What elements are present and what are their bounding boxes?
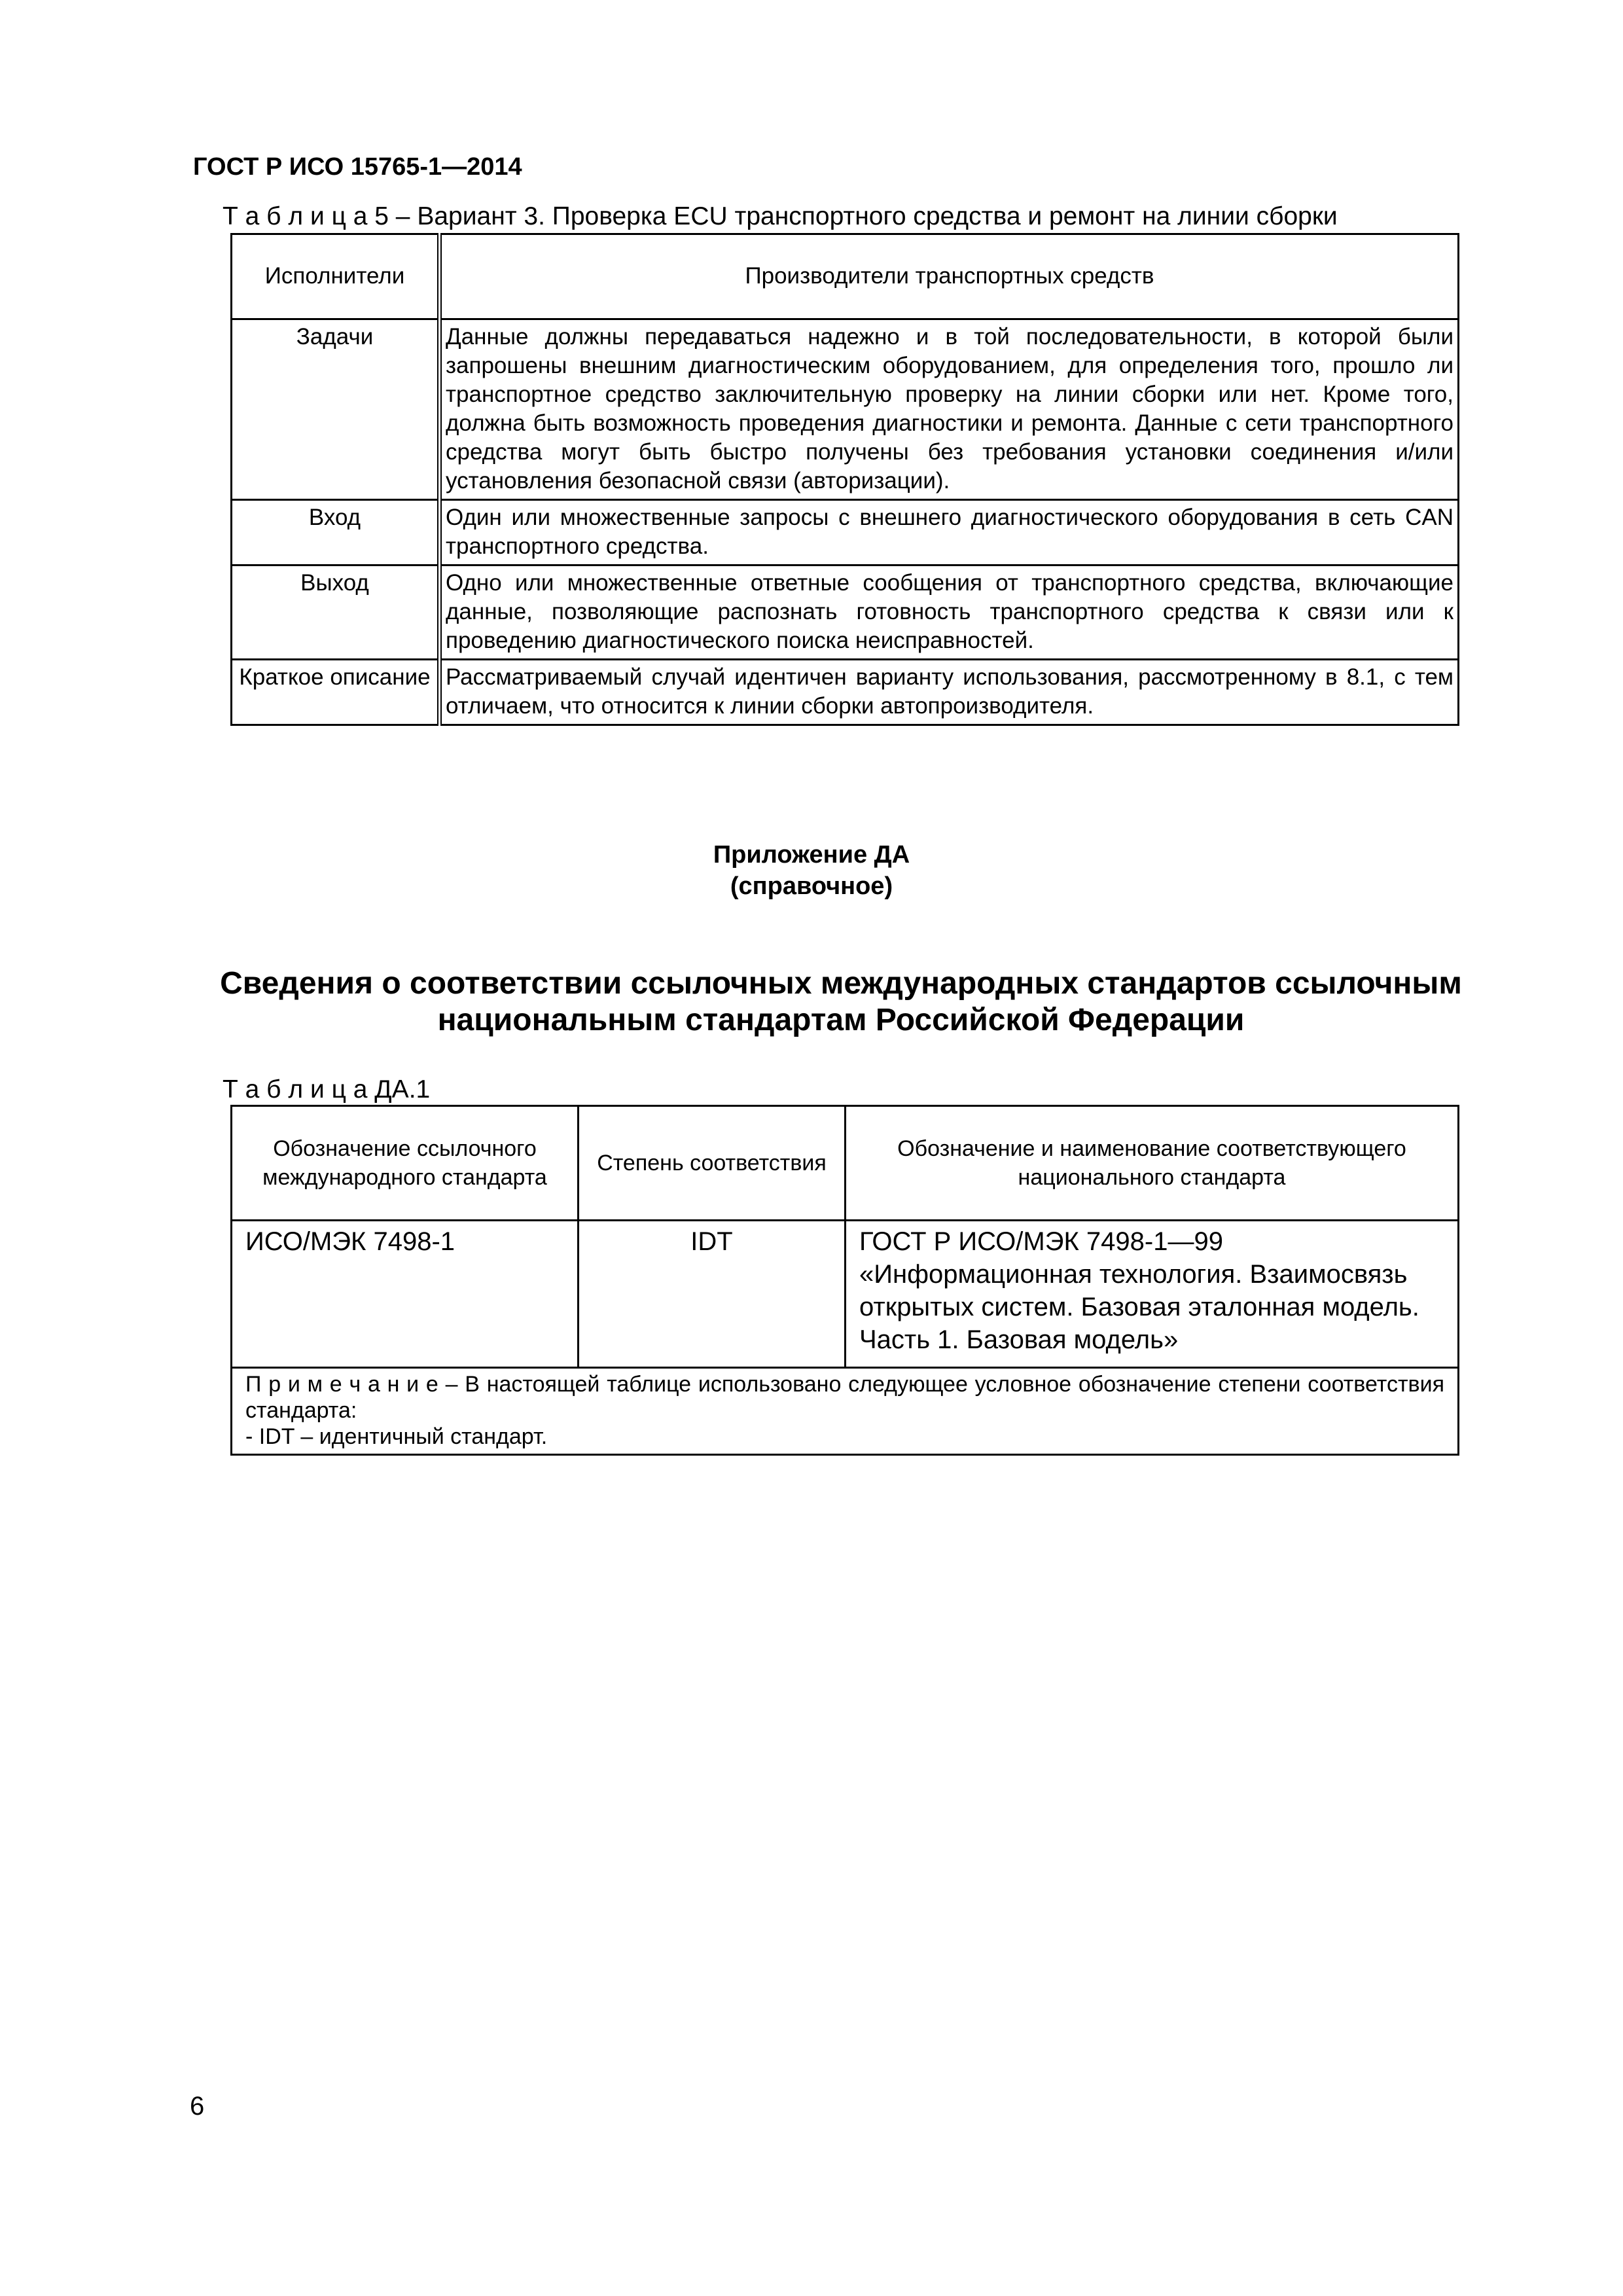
tableDA-caption: Т а б л и ц а ДА.1 bbox=[223, 1075, 431, 1103]
tableDA-note-prefix: П р и м е ч а н и е – В bbox=[245, 1372, 480, 1397]
appendix-heading-line2: национальным стандартам Российской Федерации bbox=[437, 1003, 1245, 1037]
table5-caption-prefix: Т а б л и ц а 5 bbox=[223, 202, 389, 230]
table5-row-text: Одно или множественные ответные сообщения от транспортного средства, включающие данные, позволяющие распознать готовность транспортного средства к связи или к проведению диагностического поиска неисправностей. bbox=[440, 565, 1459, 660]
page-number: 6 bbox=[190, 2092, 205, 2121]
tableDA-note-item: - IDT – идентичный стандарт. bbox=[245, 1424, 548, 1449]
tableDA-cell-degree: IDT bbox=[579, 1221, 846, 1368]
tableDA bbox=[230, 1105, 1459, 1456]
tableDA-cell-national: ГОСТ Р ИСО/МЭК 7498-1—99 «Информационная технология. Взаимосвязь открытых систем. Базовая эталонная модель. Часть 1. Базовая модель» bbox=[846, 1221, 1459, 1368]
table-row bbox=[232, 1221, 1459, 1368]
tableDA-header-international: Обозначение ссылочного международного стандарта bbox=[232, 1106, 579, 1221]
table5-row-label: Вход bbox=[232, 500, 440, 565]
tableDA-header-national: Обозначение и наименование соответствующего национального стандарта bbox=[846, 1106, 1459, 1221]
table-row bbox=[232, 660, 1459, 725]
table5-row-text: Один или множественные запросы с внешнего диагностического оборудования в сеть CAN транспортного средства. bbox=[440, 500, 1459, 565]
tableDA-note bbox=[232, 1368, 1459, 1455]
tableDA-note-body bbox=[245, 1371, 1444, 1424]
table5-header-performers: Исполнители bbox=[232, 234, 440, 319]
appendix-title: Приложение ДА bbox=[713, 841, 910, 869]
appendix-subtitle: (справочное) bbox=[730, 872, 893, 900]
tableDA-note-row bbox=[232, 1368, 1459, 1455]
tableDA-note-text: настоящей таблице использовано следующее условное обозначение степени соответствия стандарта: bbox=[245, 1372, 1444, 1423]
tableDA-header-degree: Степень соответствия bbox=[579, 1106, 846, 1221]
table-row bbox=[232, 500, 1459, 565]
tableDA-header-row bbox=[232, 1106, 1459, 1221]
table-row bbox=[232, 319, 1459, 500]
table5-row-label: Выход bbox=[232, 565, 440, 660]
table5-row-text: Данные должны передаваться надежно и в той последовательности, в которой были запрошены внешним диагностическим оборудованием, для определения того, прошло ли транспортное средство заключительную проверку на линии сборки или нет. Кроме того, должна быть возможность проведения диагностики и ремонта. Данные с сети транспортного средства могут быть быстро получены без требования установки соединения и/или установления безопасной связи (авторизации). bbox=[440, 319, 1459, 500]
table5-caption-text: – Вариант 3. Проверка ECU транспортного средства и ремонт на линии сборки bbox=[388, 202, 1338, 230]
document-code: ГОСТ Р ИСО 15765-1—2014 bbox=[193, 153, 522, 181]
table5-header-row bbox=[232, 234, 1459, 319]
table5-caption bbox=[223, 202, 1338, 232]
table-row bbox=[232, 565, 1459, 660]
table5-row-label: Краткое описание bbox=[232, 660, 440, 725]
table5-header-manufacturers: Производители транспортных средств bbox=[440, 234, 1459, 319]
table5 bbox=[230, 233, 1459, 726]
table5-row-label: Задачи bbox=[232, 319, 440, 500]
tableDA-cell-international: ИСО/МЭК 7498-1 bbox=[232, 1221, 579, 1368]
table5-row-text: Рассматриваемый случай идентичен варианту использования, рассмотренному в 8.1, с тем отличаем, что относится к линии сборки автопроизводителя. bbox=[440, 660, 1459, 725]
appendix-heading-line1: Сведения о соответствии ссылочных международных стандартов ссылочным bbox=[220, 966, 1462, 1001]
